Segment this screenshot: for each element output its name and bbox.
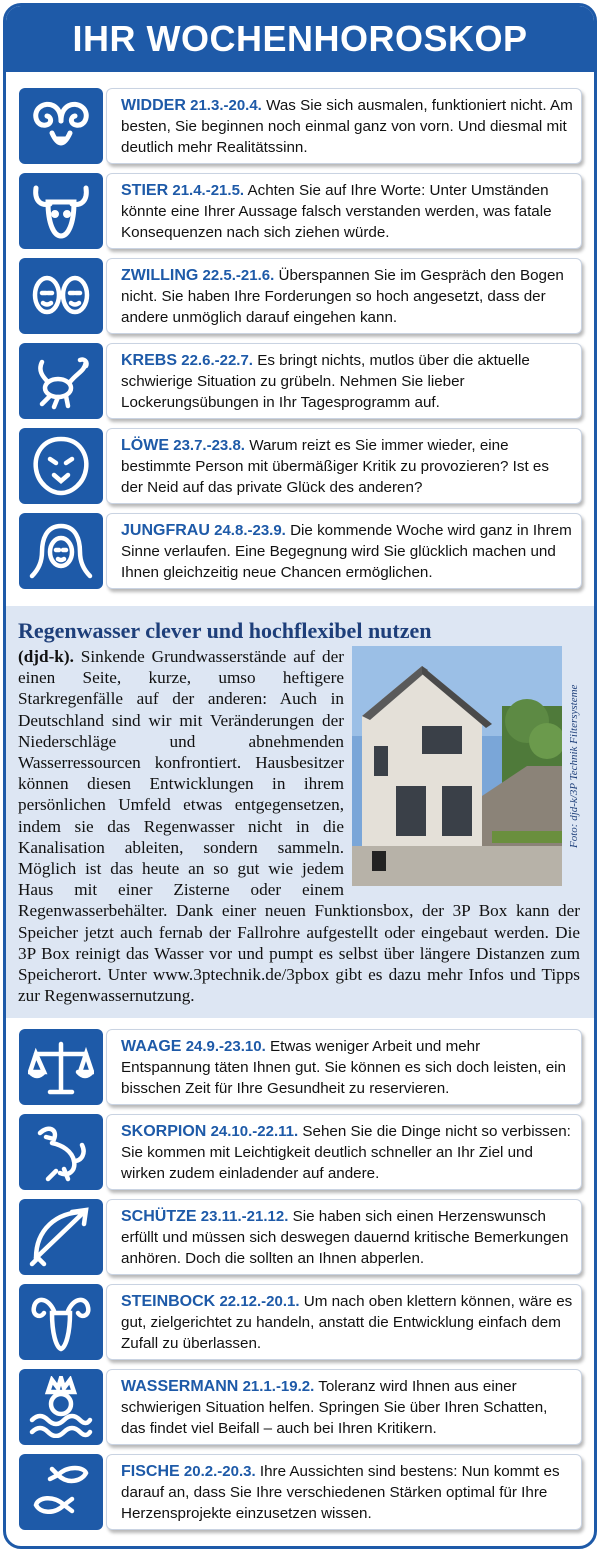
libra-icon bbox=[28, 1036, 94, 1098]
sign-description: Die kommende Woche wird ganz in Ihrem Sinne verlaufen. Eine Begegnung wird Sie glücklich machen und Ihnen gleichzeitig neue Chancen ermöglichen. bbox=[121, 522, 572, 581]
sign-dates: 21.3.-20.4. bbox=[190, 97, 262, 114]
sign-row-krebs bbox=[19, 343, 584, 419]
taurus-icon bbox=[28, 180, 94, 242]
sign-dates: 24.9.-23.10. bbox=[185, 1038, 266, 1055]
sign-description: Ihre Aussichten sind bestens: Nun kommt es darauf an, dass Sie Ihre verschiedenen Stärken optimal für Ihre Herzensprojekte einzusetzen wissen. bbox=[121, 1463, 560, 1522]
sign-text bbox=[121, 1121, 573, 1184]
sign-card bbox=[106, 258, 582, 334]
sign-icon-box bbox=[19, 513, 103, 589]
sign-description: Achten Sie auf Ihre Worte: Unter Umständen könnte eine Ihrer Aussage falsch verstanden werden, was fatale Konsequenzen nach sich ziehen würde. bbox=[121, 182, 552, 241]
sign-description: Um nach oben klettern können, wäre es gut, zielgerichtet zu handeln, anstatt die Entwicklung einfach dem Zufall zu überlassen. bbox=[121, 1293, 573, 1352]
sign-name: STIER bbox=[121, 182, 169, 199]
sign-icon-box bbox=[19, 428, 103, 504]
sign-dates: 22.12.-20.1. bbox=[219, 1293, 300, 1310]
virgo-icon bbox=[28, 520, 94, 582]
capricorn-icon bbox=[28, 1291, 94, 1353]
sign-row-stier bbox=[19, 173, 584, 249]
sign-dates: 20.2.-20.3. bbox=[183, 1463, 256, 1480]
sign-name: SCHÜTZE bbox=[121, 1208, 197, 1225]
article-box bbox=[6, 606, 594, 1018]
sign-row-widder bbox=[19, 88, 584, 164]
article-body bbox=[18, 646, 580, 1006]
aries-icon bbox=[28, 95, 94, 157]
page-border bbox=[3, 3, 597, 1549]
header-bar bbox=[6, 6, 594, 72]
scorpio-icon bbox=[28, 1121, 94, 1183]
sign-card bbox=[106, 173, 582, 249]
sign-text bbox=[121, 1376, 573, 1439]
house-photo bbox=[352, 646, 580, 886]
sign-row-skorpion bbox=[19, 1114, 584, 1190]
sign-name: SKORPION bbox=[121, 1123, 207, 1140]
sign-text bbox=[121, 350, 573, 413]
sign-row-fische bbox=[19, 1454, 584, 1530]
page-title: IHR WOCHENHOROSKOP bbox=[72, 18, 528, 59]
sign-name: KREBS bbox=[121, 352, 178, 369]
pisces-icon bbox=[28, 1461, 94, 1523]
sign-text bbox=[121, 1206, 573, 1269]
gemini-icon bbox=[28, 265, 94, 327]
sign-dates: 21.1.-19.2. bbox=[242, 1378, 315, 1395]
sign-icon-box bbox=[19, 1114, 103, 1190]
cancer-icon bbox=[28, 350, 94, 412]
sign-row-loewe bbox=[19, 428, 584, 504]
sign-dates: 21.4.-21.5. bbox=[172, 182, 245, 199]
sign-icon-box bbox=[19, 1199, 103, 1275]
sign-icon-box bbox=[19, 173, 103, 249]
sign-description: Es bringt nichts, mutlos über die aktuelle schwierige Situation zu grübeln. Nehmen Sie lieber Lockerungsübungen in Ihr Tagesprogramm auf. bbox=[121, 352, 530, 411]
sign-name: FISCHE bbox=[121, 1463, 180, 1480]
sign-text bbox=[121, 435, 573, 498]
sign-icon-box bbox=[19, 343, 103, 419]
leo-icon bbox=[28, 435, 94, 497]
sign-name: WASSERMANN bbox=[121, 1378, 239, 1395]
sign-description: Was Sie sich ausmalen, funktioniert nicht. Am besten, Sie beginnen noch einmal ganz von vorn. Und diesmal mit deutlich mehr Realitätssinn. bbox=[121, 97, 573, 156]
sign-icon-box bbox=[19, 88, 103, 164]
sign-card bbox=[106, 513, 582, 589]
sign-text bbox=[121, 265, 573, 328]
aquarius-icon bbox=[28, 1376, 94, 1438]
sign-card bbox=[106, 1029, 582, 1105]
sign-description: Warum reizt es Sie immer wieder, eine bestimmte Person mit übermäßiger Kritik zu provozieren? Ist es der Neid auf das private Glück des anderen? bbox=[121, 437, 549, 496]
article-text: Sinkende Grundwasserstände auf der einen Seite, kurze, umso heftigere Starkregenfälle auf der anderen: Auch in Deutschland sind wir mit Veränderungen der Niederschläge und abnehmenden Wasserressourcen konfrontiert. Hausbesitzer können diesen Entwicklungen in ihrem persönlichen Umfeld etwas entgegensetzen, indem sie das Regenwasser nicht in die Kanalisation ableiten, sondern sammeln. Möglich ist das heute an so gut wie jedem Haus mit einer Zisterne oder einem Regenwasserbehälter. Dank einer neuen Funktionsbox, der 3P Box kann der Speicher jetzt auch fernab der Fallrohre aufgestellt oder eingebaut werden. Die 3P Box reinigt das Wasser vor und pumpt es selbst über längere Distanzen zum Speicherort. Unter www.3ptechnik.de/3pbox gibt es dazu mehr Infos und Tipps zur Regenwassernutzung. bbox=[18, 647, 580, 1006]
sign-name: ZWILLING bbox=[121, 267, 199, 284]
sign-row-jungfrau bbox=[19, 513, 584, 589]
sagittarius-icon bbox=[28, 1206, 94, 1268]
sign-name: WIDDER bbox=[121, 97, 186, 114]
sign-dates: 24.10.-22.11. bbox=[210, 1123, 299, 1140]
sign-dates: 23.7.-23.8. bbox=[173, 437, 245, 454]
sign-text bbox=[121, 1036, 573, 1099]
sign-dates: 22.5.-21.6. bbox=[202, 267, 275, 284]
sign-card bbox=[106, 343, 582, 419]
sign-icon-box bbox=[19, 1284, 103, 1360]
sign-text bbox=[121, 520, 573, 583]
sign-icon-box bbox=[19, 1029, 103, 1105]
sign-text bbox=[121, 1461, 573, 1524]
sign-icon-box bbox=[19, 1369, 103, 1445]
sign-name: JUNGFRAU bbox=[121, 522, 210, 539]
sign-text bbox=[121, 180, 573, 243]
article-title: Regenwasser clever und hochflexibel nutzen bbox=[18, 618, 432, 643]
sign-description: Sehen Sie die Dinge nicht so verbissen: Sie kommen mit Leichtigkeit deutlich schneller an Ihr Ziel und wirken zudem einladender auf andere. bbox=[121, 1123, 571, 1182]
sign-name: STEINBOCK bbox=[121, 1293, 216, 1310]
sign-row-zwilling bbox=[19, 258, 584, 334]
sign-text bbox=[121, 1291, 573, 1354]
sign-icon-box bbox=[19, 1454, 103, 1530]
sign-card bbox=[106, 428, 582, 504]
sign-card bbox=[106, 1284, 582, 1360]
sign-card bbox=[106, 1454, 582, 1530]
sign-card bbox=[106, 88, 582, 164]
sign-row-waage bbox=[19, 1029, 584, 1105]
house-image bbox=[352, 646, 562, 886]
sign-dates: 22.6.-22.7. bbox=[181, 352, 253, 369]
sign-dates: 24.8.-23.9. bbox=[214, 522, 286, 539]
sign-row-schuetze bbox=[19, 1199, 584, 1275]
sign-description: Etwas weniger Arbeit und mehr Entspannung täten Ihnen gut. Sie können es sich doch leisten, ein bisschen Zeit für Ihre Gesundheit zu reservieren. bbox=[121, 1038, 566, 1097]
article-lead: (djd-k). bbox=[18, 647, 74, 666]
sign-card bbox=[106, 1369, 582, 1445]
sign-description: Toleranz wird Ihnen aus einer schwierigen Situation helfen. Springen Sie über Ihren Schatten, das findet viel Beifall – auch bei Ihren Kritikern. bbox=[121, 1378, 548, 1437]
sign-icon-box bbox=[19, 258, 103, 334]
sign-card bbox=[106, 1114, 582, 1190]
sign-text bbox=[121, 95, 573, 158]
sign-description: Sie haben sich einen Herzenswunsch erfüllt und müssen sich deswegen dauernd kritische Bemerkungen anhören. Doch die sollten an Ihnen abperlen. bbox=[121, 1208, 569, 1267]
sign-dates: 23.11.-21.12. bbox=[200, 1208, 289, 1225]
sign-row-wassermann bbox=[19, 1369, 584, 1445]
sign-name: WAAGE bbox=[121, 1038, 182, 1055]
sign-name: LÖWE bbox=[121, 437, 169, 454]
sign-row-steinbock bbox=[19, 1284, 584, 1360]
photo-credit: Foto: djd-k/3P Technik Filtersysteme bbox=[568, 684, 580, 848]
sign-card bbox=[106, 1199, 582, 1275]
sign-description: Überspannen Sie im Gespräch den Bogen nicht. Sie haben Ihre Forderungen so hoch angesetzt, dass der andere unmöglich darauf eingehen kann. bbox=[121, 267, 564, 326]
